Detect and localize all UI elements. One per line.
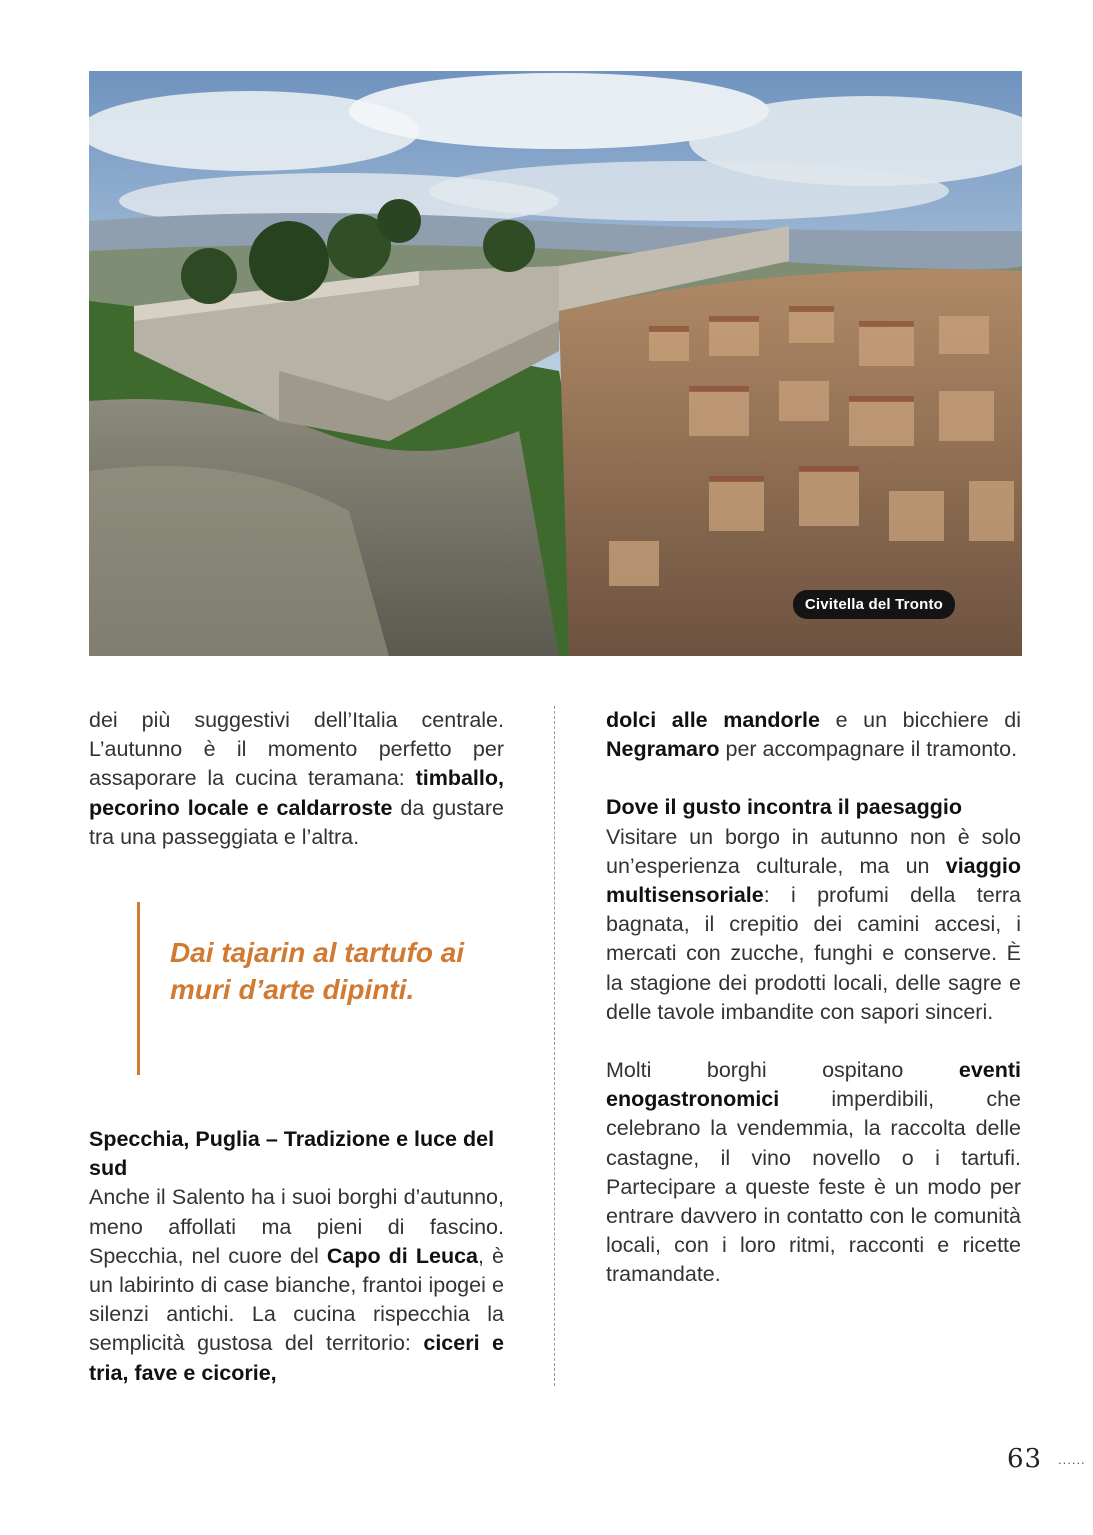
pull-quote xyxy=(137,902,470,1075)
gusto-paragraph-2 xyxy=(606,1056,1021,1290)
pull-quote-text: Dai tajarin al tartufo ai muri d’arte dipinti. xyxy=(170,937,465,1005)
specchia-highlight-capo: Capo di Leuca xyxy=(326,1243,478,1268)
gusto-paragraph-1 xyxy=(606,823,1021,1027)
right-column xyxy=(606,706,1021,1290)
cont-highlight-negramaro: Negramaro xyxy=(606,737,720,762)
specchia-text: Anche il Salento ha i suoi borghi d’autunno, meno affollati ma pieni di fascino. Specchia, nel cuore del xyxy=(89,1185,504,1268)
cont-text: e un bicchiere di xyxy=(819,708,1021,732)
specchia-section xyxy=(89,1125,504,1388)
specchia-paragraph xyxy=(89,1183,504,1387)
photo-caption: Civitella del Tronto xyxy=(793,590,955,619)
cont-text-end: per accompagnare il tramonto. xyxy=(719,737,1018,762)
left-column xyxy=(89,706,504,852)
gusto-text: Visitare un borgo in autunno non è solo un’esperienza culturale, ma un xyxy=(606,824,1021,878)
intro-text-end: da gustare tra una passeggiata e l’altra. xyxy=(89,795,504,849)
intro-paragraph xyxy=(89,706,504,852)
intro-highlight: timballo, pecorino locale e caldarroste xyxy=(89,766,504,820)
events-highlight: eventi enogastronomici xyxy=(606,1058,1021,1112)
hero-photo xyxy=(89,71,1022,656)
specchia-text-2: , è un labirinto di case bianche, frantoi ipogei e silenzi antichi. La cucina rispecchia la semplicità gustosa del territorio: xyxy=(89,1243,504,1356)
events-text: Molti borghi ospitano xyxy=(606,1058,959,1083)
specchia-highlight-dishes: ciceri e tria, fave e cicorie, xyxy=(89,1331,504,1385)
events-text-end: imperdibili, che celebrano la vendemmia, la raccolta delle castagne, il vino novello o i tartufi. Partecipare a queste feste è un modo per entrare davvero in contatto con le comunità locali, con i loro ritmi, racconti e ricette tramandate. xyxy=(606,1087,1021,1287)
gusto-text-end: : i profumi della terra bagnata, il crepitio dei camini accesi, i mercati con zucche, funghi e conserve. È la stagione dei prodotti locali, delle sagre e delle tavole imbandite con sapori sinceri. xyxy=(606,883,1021,1024)
section-heading-gusto: Dove il gusto incontra il paesaggio xyxy=(606,795,962,820)
page-number-dots: ...... xyxy=(1058,1452,1086,1467)
intro-text: dei più suggestivi dell’Italia centrale. L’autunno è il momento perfetto per assaporare la cucina teramana: xyxy=(89,708,504,791)
photo-illustration xyxy=(89,71,1022,656)
page-number: 63 xyxy=(1007,1444,1043,1474)
column-divider xyxy=(554,706,555,1386)
cont-highlight-dolci: dolci alle mandorle xyxy=(606,708,820,732)
section-heading-specchia: Specchia, Puglia – Tradizione e luce del sud xyxy=(89,1127,495,1181)
continuation-paragraph xyxy=(606,706,1021,764)
gusto-highlight: viaggio multisensoriale xyxy=(606,853,1021,908)
